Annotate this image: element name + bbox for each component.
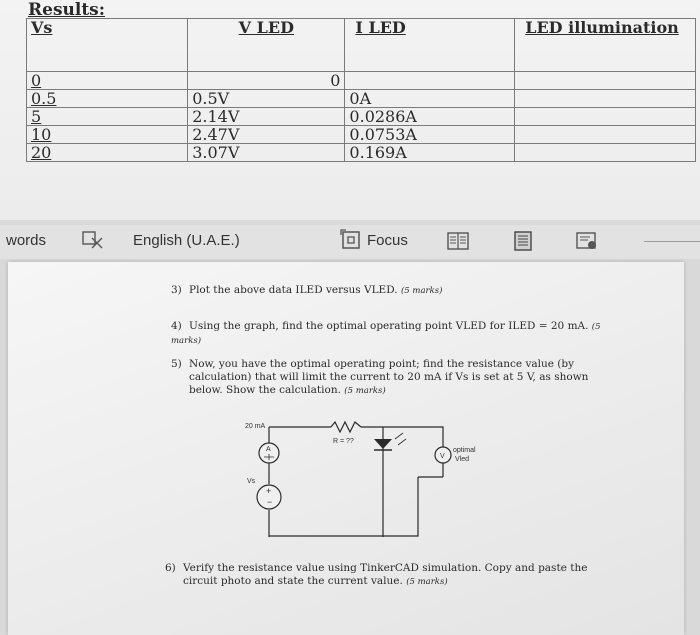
results-table — [26, 18, 696, 162]
print-layout-icon[interactable] — [512, 231, 534, 251]
cell-iled: 0.0753A — [345, 126, 515, 144]
question-6-line1: Verify the resistance value using TinkerCAD simulation. Copy and paste the — [183, 562, 588, 574]
cell-vled: 2.14V — [188, 108, 345, 126]
cell-illum — [515, 108, 696, 126]
cell-vs: 20 — [27, 144, 188, 162]
cell-vs: 10 — [27, 126, 188, 144]
header-vs: Vs — [27, 19, 188, 72]
question-4-marks: (5 marks) — [171, 322, 601, 346]
cell-vled: 0.5V — [188, 90, 345, 108]
table-header-row — [27, 19, 696, 72]
zoom-slider[interactable] — [644, 241, 700, 242]
header-illumination: LED illumination — [515, 19, 696, 72]
ammeter-label: A — [266, 446, 271, 453]
question-6-marks: (5 marks) — [406, 577, 448, 587]
table-row — [27, 126, 696, 144]
web-layout-icon[interactable] — [576, 231, 598, 251]
question-5: 5) Now, you have the optimal operating point; find the resistance value (by calculation) that will limit the current to 20 mA if Vs is set at 5 V, as shown below. Show the calculation. (5 marks) — [171, 358, 591, 398]
question-3-marks: (5 marks) — [400, 286, 443, 296]
table-row — [27, 144, 696, 162]
cell-vs: 5 — [27, 108, 188, 126]
focus-icon[interactable] — [340, 229, 364, 251]
question-5-line2: calculation) that will limit the current to 20 mA if Vs is set at 5 V, as shown — [189, 371, 589, 383]
circuit-diagram — [243, 417, 513, 537]
word-count[interactable]: words — [6, 232, 47, 249]
read-mode-icon[interactable] — [447, 231, 469, 251]
language-indicator[interactable]: English (U.A.E.) — [133, 232, 240, 249]
results-heading: Results: — [28, 0, 106, 20]
question-6: 6) Verify the resistance value using TinkerCAD simulation. Copy and paste the circuit photo and state the current value. (5 marks) — [165, 562, 588, 587]
current-label: 20 mA — [245, 423, 266, 430]
question-3-text: Plot the above data ILED versus VLED. — [189, 284, 398, 296]
table-row — [27, 90, 696, 108]
question-3: 3) Plot the above data ILED versus VLED. (5 marks) — [171, 284, 443, 296]
focus-button[interactable]: Focus — [367, 232, 408, 249]
optimal-label: optimal — [453, 447, 476, 454]
results-document — [0, 0, 700, 220]
svg-text:+: + — [266, 486, 272, 496]
question-5-line3: below. Show the calculation. — [189, 384, 341, 396]
cell-illum — [515, 126, 696, 144]
status-bar — [0, 225, 700, 259]
cell-vs: 0 — [27, 72, 188, 90]
cell-iled: 0A — [345, 90, 515, 108]
table-row — [27, 108, 696, 126]
cell-illum — [515, 90, 696, 108]
voltmeter-label: V — [440, 453, 445, 460]
question-6-line2: circuit photo and state the current value. — [183, 575, 403, 587]
resistor-label: R = ?? — [333, 438, 354, 445]
question-4-text: Using the graph, find the optimal operating point VLED for ILED = 20 mA. — [189, 320, 589, 332]
top-right-wire — [361, 427, 443, 477]
question-4: 4) Using the graph, find the optimal operating point VLED for ILED = 20 mA. (5 marks) — [171, 320, 601, 346]
table-row — [27, 72, 696, 90]
resistor-symbol — [331, 422, 361, 432]
cell-vled: 2.47V — [188, 126, 345, 144]
cell-vled: 0 — [188, 72, 345, 90]
proofing-icon[interactable] — [82, 230, 104, 250]
svg-text:−: − — [267, 497, 273, 507]
question-5-marks: (5 marks) — [344, 386, 386, 396]
question-5-line1: Now, you have the optimal operating point; find the resistance value (by — [189, 358, 575, 370]
header-iled: I LED — [345, 19, 515, 72]
cell-iled — [345, 72, 515, 90]
led-symbol — [374, 439, 392, 449]
header-vled: V LED — [188, 19, 345, 72]
vled-label: Vled — [455, 456, 470, 463]
cell-iled: 0.0286A — [345, 108, 515, 126]
cell-vled: 3.07V — [188, 144, 345, 162]
cell-iled: 0.169A — [345, 144, 515, 162]
cell-illum — [515, 144, 696, 162]
cell-illum — [515, 72, 696, 90]
source-label: Vs — [247, 478, 256, 485]
cell-vs: 0.5 — [27, 90, 188, 108]
